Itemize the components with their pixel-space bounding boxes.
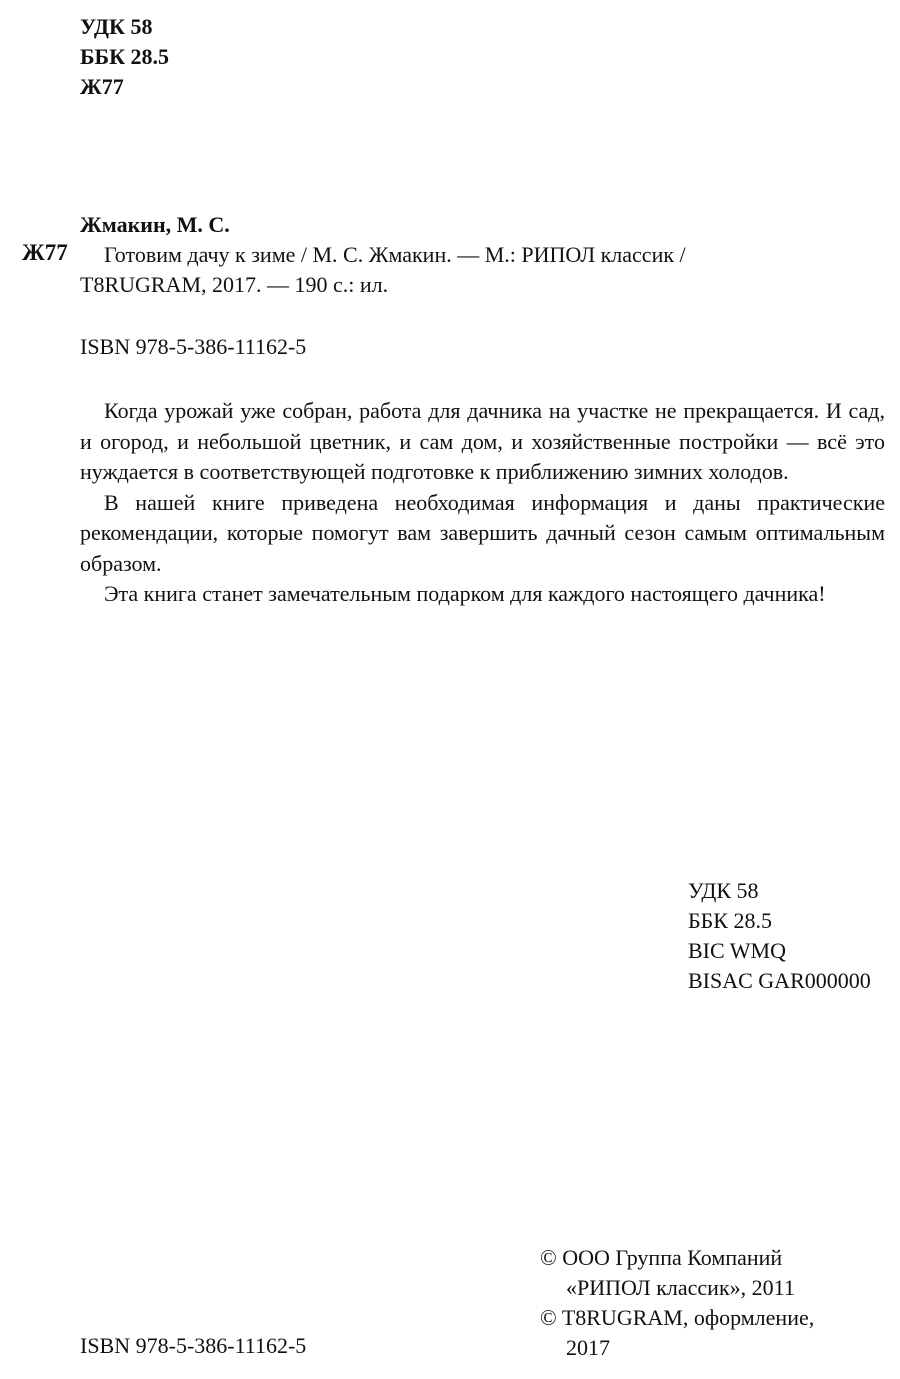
- classification-codes-top: [80, 12, 169, 102]
- copyright-line: 2017: [566, 1335, 610, 1360]
- classification-codes-right: [688, 876, 871, 996]
- bibliographic-description-line1: Готовим дачу к зиме / М. С. Жмакин. — М.: РИПОЛ классик /: [104, 242, 686, 267]
- udk-code: УДК 58: [80, 14, 153, 39]
- udk-code: УДК 58: [688, 878, 759, 903]
- bibliographic-description-line2: T8RUGRAM, 2017. — 190 с.: ил.: [80, 272, 389, 297]
- copyright-block: [540, 1243, 814, 1363]
- isbn-bottom: ISBN 978-5-386-11162-5: [80, 1333, 307, 1358]
- isbn-line: ISBN 978-5-386-11162-5: [80, 334, 307, 359]
- annotation-paragraph: Когда урожай уже собран, работа для дачника на участке не прекращается. И сад, и огород, и небольшой цветник, и сам дом, и хозяйственные постройки — всё это нуждается в соответствующей подготовке к приближению зимних холодов.: [80, 398, 885, 484]
- annotation: [80, 396, 885, 610]
- copyright-line: © ООО Группа Компаний: [540, 1245, 783, 1270]
- bbk-code: ББК 28.5: [688, 908, 772, 933]
- author-heading: Жмакин, М. С.: [80, 212, 230, 237]
- bisac-code: BISAC GAR000000: [688, 968, 871, 993]
- author-mark-code: Ж77: [80, 74, 124, 99]
- bbk-code: ББК 28.5: [80, 44, 170, 69]
- annotation-paragraph: В нашей книге приведена необходимая информация и даны практические рекомендации, которые помогут вам завершить дачный сезон самым оптимальным образом.: [80, 489, 885, 576]
- annotation-paragraph: Эта книга станет замечательным подарком для каждого настоящего дачника!: [104, 581, 826, 606]
- copyright-line: © T8RUGRAM, оформление,: [540, 1305, 815, 1330]
- copyright-line: «РИПОЛ классик», 2011: [566, 1275, 795, 1300]
- bic-code: BIC WMQ: [688, 938, 786, 963]
- author-mark: Ж77: [22, 240, 68, 265]
